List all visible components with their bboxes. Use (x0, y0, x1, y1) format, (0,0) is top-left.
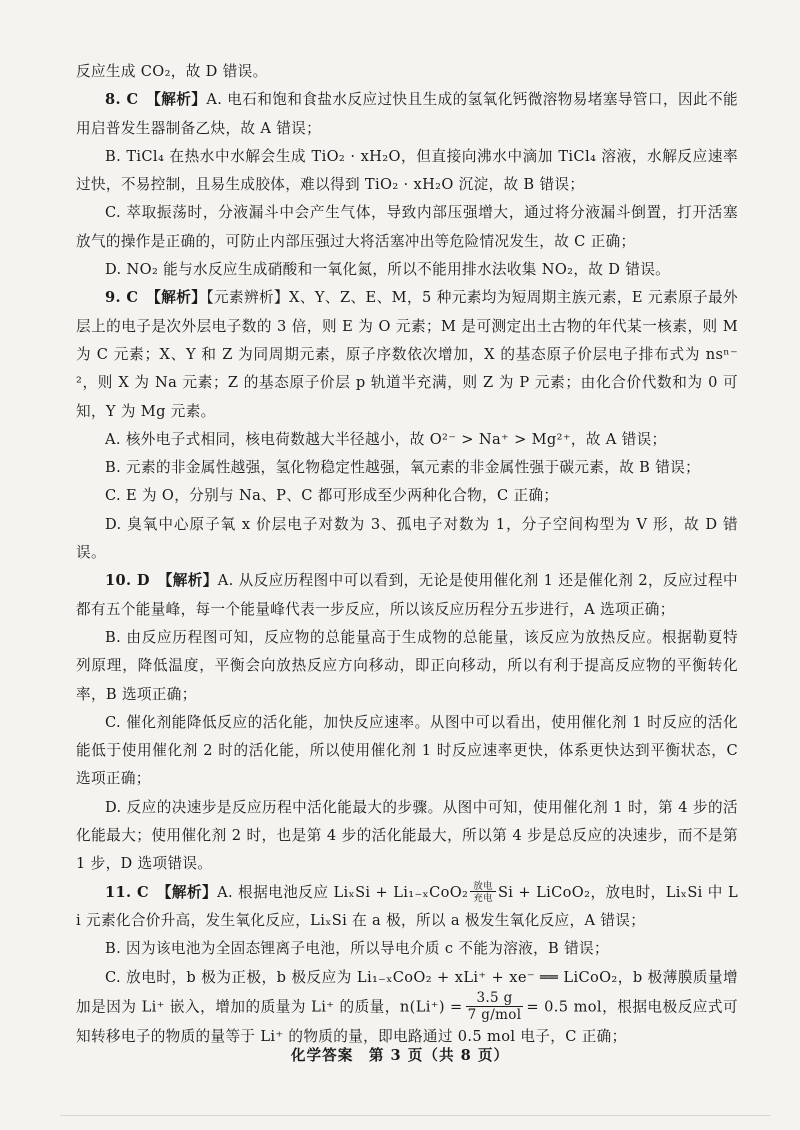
fraction (466, 989, 524, 1024)
option-text: A. 从反应历程图中可以看到，无论是使用催化剂 1 还是催化剂 2，反应过程中都有五个能量峰，每一个能量峰代表一步反应，所以该反应历程分五步进行，A 选项正确； (76, 572, 738, 618)
analysis-tag: 【解析】 (153, 91, 207, 109)
question-number: 10. D (105, 572, 150, 590)
option-text: Si + LiCoO₂，放电时，LiₓSi 中 Li 元素化合价升高，发生氧化反应，LiₓSi 在 a 极，所以 a 极发生氧化反应，A 错误； (76, 883, 738, 929)
question-number: 8. C (105, 91, 139, 109)
option-b: B. 由反应历程图可知，反应物的总能量高于生成物的总能量，该反应为放热反应。根据勒夏特列原理，降低温度，平衡会向放热反应方向移动，即正向移动，所以有利于提高反应物的平衡转化率，B 选项正确； (76, 628, 738, 703)
option-c: C. 萃取振荡时，分液漏斗中会产生气体，导致内部压强增大，通过将分液漏斗倒置，打开活塞放气的操作是正确的，可防止内部压强过大将活塞冲出等危险情况发生，故 C 正确； (76, 204, 738, 250)
option-text: A. 电石和饱和食盐水反应过快且生成的氢氧化钙微溶物易堵塞导管口，因此不能用启普发生器制备乙炔，故 A 错误； (76, 91, 738, 137)
option-b: B. 因为该电池为全固态锂离子电池，所以导电介质 c 不能为溶液，B 错误； (105, 940, 609, 958)
option-text: C. 放电时，b 极为正极，b 极反应为 Li₁₋ₓCoO₂ + xLi⁺ + xe⁻ ══ LiCoO₂，b 极薄膜质量增加是因为 Li⁺ 嵌入，增加的质量为 Li⁺ 的质量，n(Li⁺) = (76, 968, 738, 1016)
element-analysis: 【元素辨析】X、Y、Z、E、M，5 种元素均为短周期主族元素，E 元素原子最外层上的电子是次外层电子数的 3 倍，则 E 为 O 元素；M 是可测定出土古物的年代某一核素，则 M 为 C 元素；X、Y 和 Z 为同周期元素，原子序数依次增加，X 的基态原子价层电子排布式为 nsⁿ⁻²，则 X 为 Na 元素；Z 的基态原子价层 p 轨道半充满，则 Z 为 P 元素；由化合价代数和为 0 可知，Y 为 Mg 元素。 (76, 289, 738, 420)
option-c (76, 964, 738, 1052)
question-8-header (76, 86, 738, 143)
option-text: = 0.5 mol，根据电极反应式可知转移电子的物质的量等于 Li⁺ 的物质的量，即电路通过 0.5 mol 电子，C 正确； (76, 998, 738, 1045)
reaction-arrow (470, 882, 496, 904)
analysis-tag: 【解析】 (165, 572, 218, 590)
question-number: 11. C (105, 883, 149, 901)
option-d: D. 臭氧中心原子氧 x 价层电子对数为 3、孤电子对数为 1，分子空间构型为 V 形，故 D 错误。 (76, 515, 738, 562)
text-line: 反应生成 CO₂，故 D 错误。 (76, 63, 268, 80)
option-c: C. E 为 O，分别与 Na、P、C 都可形成至少两种化合物，C 正确； (105, 487, 559, 505)
arrow-label-discharge: 放电 (470, 882, 496, 893)
fraction-numerator: 3.5 g (466, 992, 524, 1008)
question-11-header (76, 879, 738, 936)
option-d: D. NO₂ 能与水反应生成硝酸和一氧化氮，所以不能用排水法收集 NO₂，故 D 错误。 (105, 261, 671, 279)
arrow-label-charge: 充电 (473, 893, 493, 905)
option-d: D. 反应的决速步是反应历程中活化能最大的步骤。从图中可知，使用催化剂 1 时，第 4 步的活化能最大；使用催化剂 2 时，也是第 4 步的活化能最大，所以第 4 步是总反应的决速步，而不是第 1 步，D 选项错误。 (76, 798, 738, 873)
page-footer: 化学答案 第 3 页（共 8 页） (290, 1047, 510, 1064)
question-10-header (76, 567, 738, 624)
question-number: 9. C (105, 289, 139, 307)
analysis-tag: 【解析】 (164, 883, 218, 901)
divider (60, 1115, 770, 1116)
option-text: A. 根据电池反应 LiₓSi + Li₁₋ₓCoO₂ (217, 883, 469, 901)
question-9-header (76, 284, 738, 425)
option-b: B. 元素的非金属性越强，氢化物稳定性越强，氧元素的非金属性强于碳元素，故 B 错误； (105, 459, 701, 477)
option-b: B. TiCl₄ 在热水中水解会生成 TiO₂ · xH₂O，但直接向沸水中滴加 TiCl₄ 溶液，水解反应速率过快，不易控制，且易生成胶体，难以得到 TiO₂ · xH₂O 沉淀，故 B 错误； (76, 147, 738, 194)
analysis-tag: 【解析】 (153, 289, 207, 307)
fraction-denominator: 7 g/mol (467, 1007, 522, 1024)
option-c: C. 催化剂能降低反应的活化能，加快反应速率。从图中可以看出，使用催化剂 1 时反应的活化能低于使用催化剂 2 时的活化能，所以使用催化剂 1 时反应速率更快，体系更快达到平衡状态，C 选项正确； (76, 713, 738, 788)
option-a: A. 核外电子式相同，核电荷数越大半径越小，故 O²⁻ > Na⁺ > Mg²⁺，故 A 错误； (105, 430, 667, 448)
